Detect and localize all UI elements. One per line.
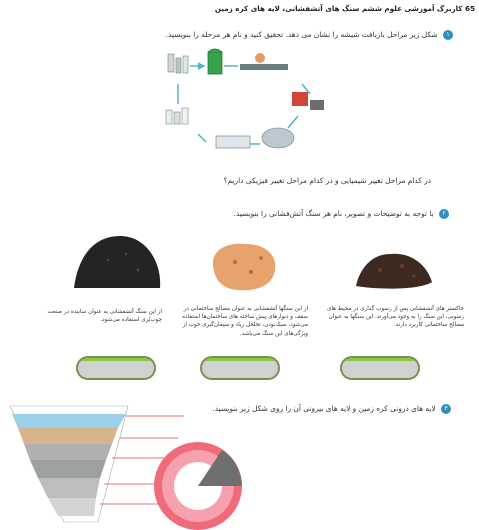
upper-mantle-layer <box>24 444 112 460</box>
new-bottles-illustration <box>166 108 188 124</box>
question-number-badge: ۱ <box>443 30 453 40</box>
page-header: 65 کاربرگ آموزشی علوم ششم سنگ های آتشفشانی، لایه های کره زمین <box>214 4 475 13</box>
furnace-illustration <box>262 128 294 148</box>
question-1-text: شکل زیر مراحل بازیافت شیشه را نشان می دهد. تحقیق کنید و نام هر مرحله را بنویسید. <box>165 30 438 39</box>
bottles-illustration <box>168 54 188 73</box>
answer-field-2[interactable] <box>200 356 280 380</box>
recycling-bin-illustration <box>208 52 222 74</box>
question-2 <box>233 209 449 219</box>
rock-caption-2: از این سنگها آتشفشانی به عنوان مصالح ساختمانی در سقف و دیوارهای پیش ساخته های ساختمان‌ها استفاده می‌شود. سبک‌بودن، تخلخل زیاد و سیمان‌گیری خوب از ویژگی‌های این سنگ می‌باشد. <box>182 306 308 337</box>
rock-caption-1: خاکستر های آتشفشانی پس از رسوب گذاری در محیط های رسوبی، این سنگ را به وجود می‌آورند. این سنگها به عنوان مصالح ساختمانی کاربرد دارند. <box>326 306 464 329</box>
rock-image-basalt <box>68 226 168 294</box>
answer-field-3[interactable] <box>76 356 156 380</box>
rock-image-pumice <box>205 236 285 296</box>
lithosphere-layer <box>30 460 106 478</box>
question-number-badge: ۲ <box>439 209 449 219</box>
asthenosphere-layer <box>38 478 100 498</box>
rock-caption-3: از این سنگ آتشفشانی به عنوان ساینده در صنعت چوب‌بُری استفاده می‌شود. <box>47 309 162 324</box>
question-3 <box>212 404 451 414</box>
answer-field-1[interactable] <box>340 356 420 380</box>
crusher-illustration <box>292 92 324 110</box>
bottle-making-illustration <box>216 136 250 148</box>
earth-layers-diagram <box>8 398 248 530</box>
question-2-text: با توجه به توضیحات و تصویر، نام هر سنگ آتش‌فشانی را بنویسید. <box>233 209 434 218</box>
deep-layer <box>48 498 96 516</box>
question-1-followup: در کدام مراحل تغییر شیمیایی و در کدام مراحل تغییر فیزیکی داریم؟ <box>223 176 431 185</box>
conveyor-belt <box>240 64 288 70</box>
ocean-layer <box>12 414 126 428</box>
rock-image-dark <box>350 240 440 295</box>
glass-recycling-diagram <box>160 44 335 164</box>
crust-layer <box>18 428 118 444</box>
question-3-text: لایه های درونی کره زمین و لایه های بیرونی آن را روی شکل زیر بنویسید. <box>212 404 436 413</box>
question-number-badge: ۳ <box>441 404 451 414</box>
question-1 <box>166 30 453 40</box>
